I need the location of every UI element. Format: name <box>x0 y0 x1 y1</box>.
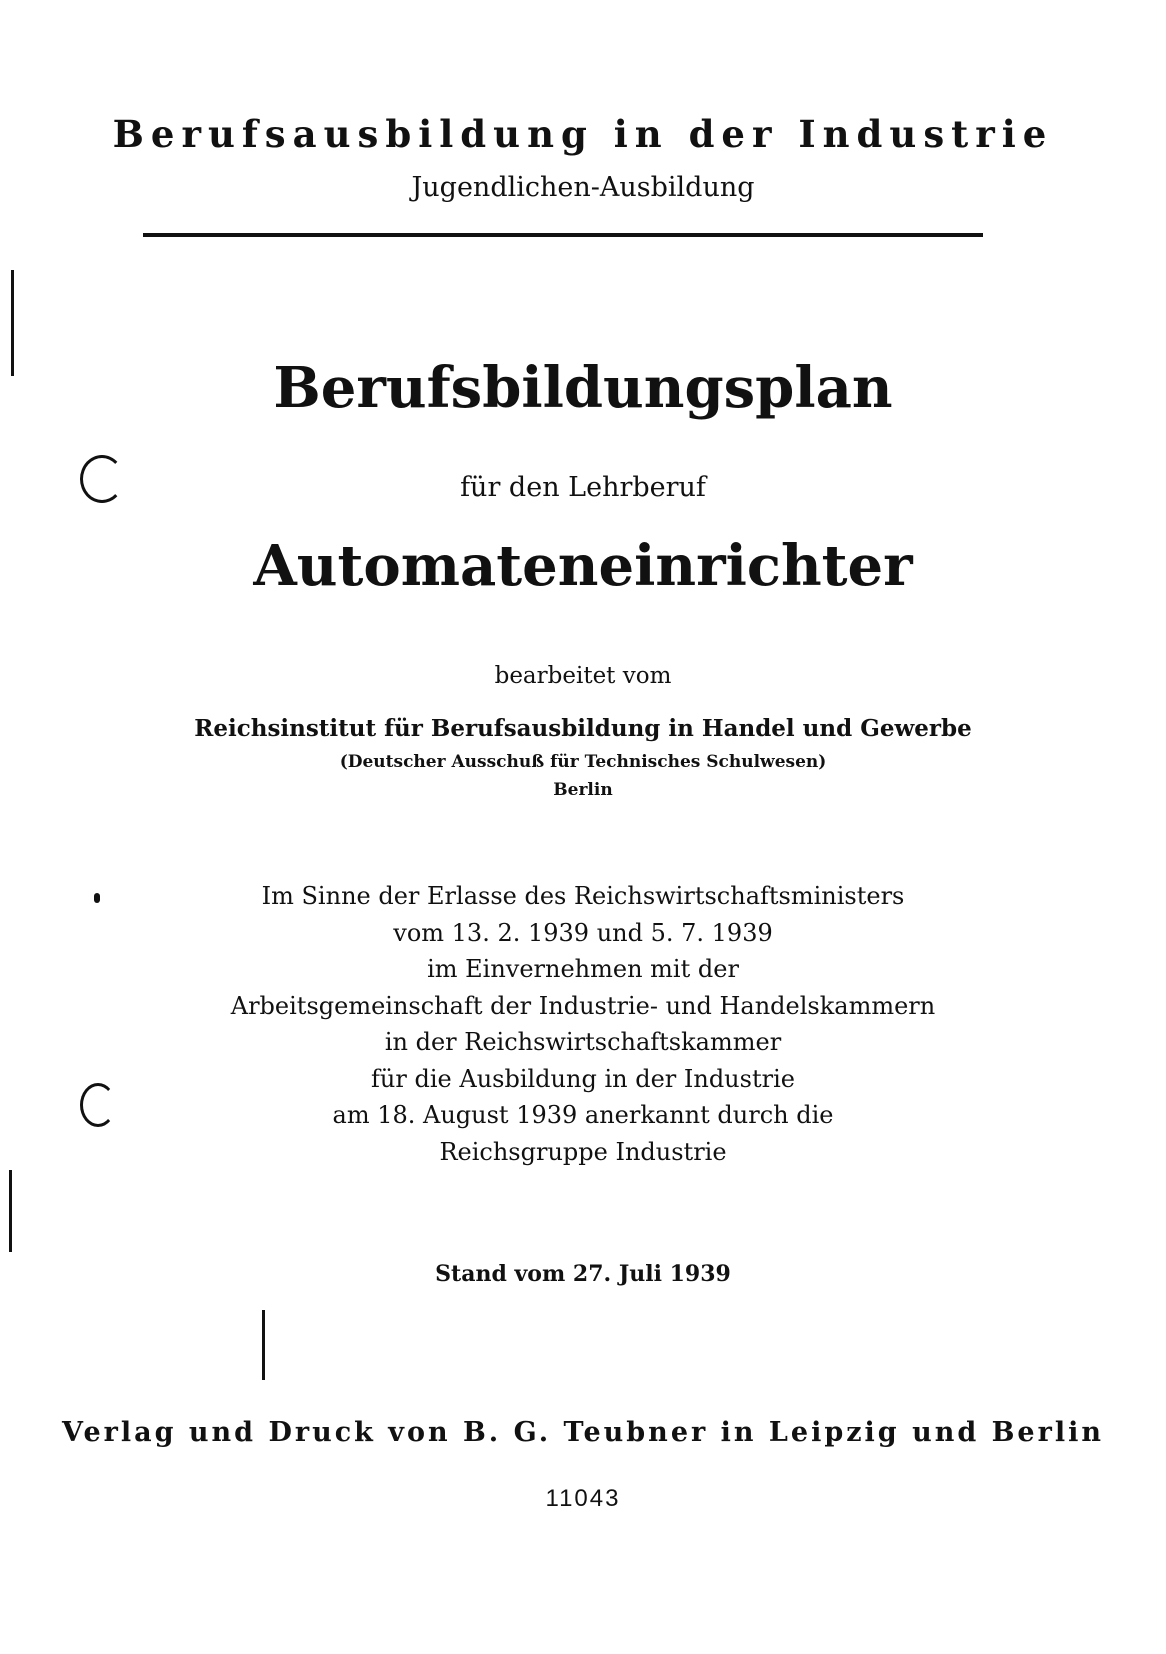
series-subtitle: Jugendlichen-Ausbildung <box>411 172 755 203</box>
decree-line: für die Ausbildung in der Industrie <box>371 1064 795 1093</box>
series-title: Berufsausbildung in der Industrie <box>112 112 1054 156</box>
committee-name: (Deutscher Ausschuß für Technisches Schulwesen) <box>339 752 827 772</box>
publisher-line: Verlag und Druck von B. G. Teubner in Leipzig und Berlin <box>62 1417 1104 1448</box>
for-line: für den Lehrberuf <box>460 472 706 503</box>
scan-dot <box>94 893 100 903</box>
status-date: Stand vom 27. Juli 1939 <box>435 1261 731 1287</box>
decree-line: Arbeitsgemeinschaft der Industrie- und Handelskammern <box>230 991 936 1020</box>
institute-name: Reichsinstitut für Berufsausbildung in Handel und Gewerbe <box>194 715 972 742</box>
scan-edge-mark <box>11 270 14 376</box>
decree-line: Im Sinne der Erlasse des Reichswirtschaftsministers <box>261 882 905 910</box>
decree-line: in der Reichswirtschaftskammer <box>384 1028 782 1056</box>
decree-line: am 18. August 1939 anerkannt durch die <box>332 1101 834 1129</box>
city: Berlin <box>553 780 613 800</box>
punch-hole-mark <box>80 1083 116 1127</box>
scan-edge-mark <box>262 1310 265 1380</box>
punch-hole-mark <box>80 455 124 503</box>
decree-block <box>0 878 1166 1170</box>
publication-number: 11043 <box>545 1485 621 1512</box>
edited-by: bearbeitet vom <box>494 663 672 689</box>
main-title: Berufsbildungsplan <box>273 355 893 421</box>
scan-edge-mark <box>9 1170 12 1252</box>
decree-line: vom 13. 2. 1939 und 5. 7. 1939 <box>393 918 773 947</box>
profession-title: Automateneinrichter <box>253 533 913 599</box>
decree-line: Reichsgruppe Industrie <box>439 1137 727 1166</box>
decree-line: im Einvernehmen mit der <box>427 955 739 983</box>
header-rule <box>143 233 983 237</box>
